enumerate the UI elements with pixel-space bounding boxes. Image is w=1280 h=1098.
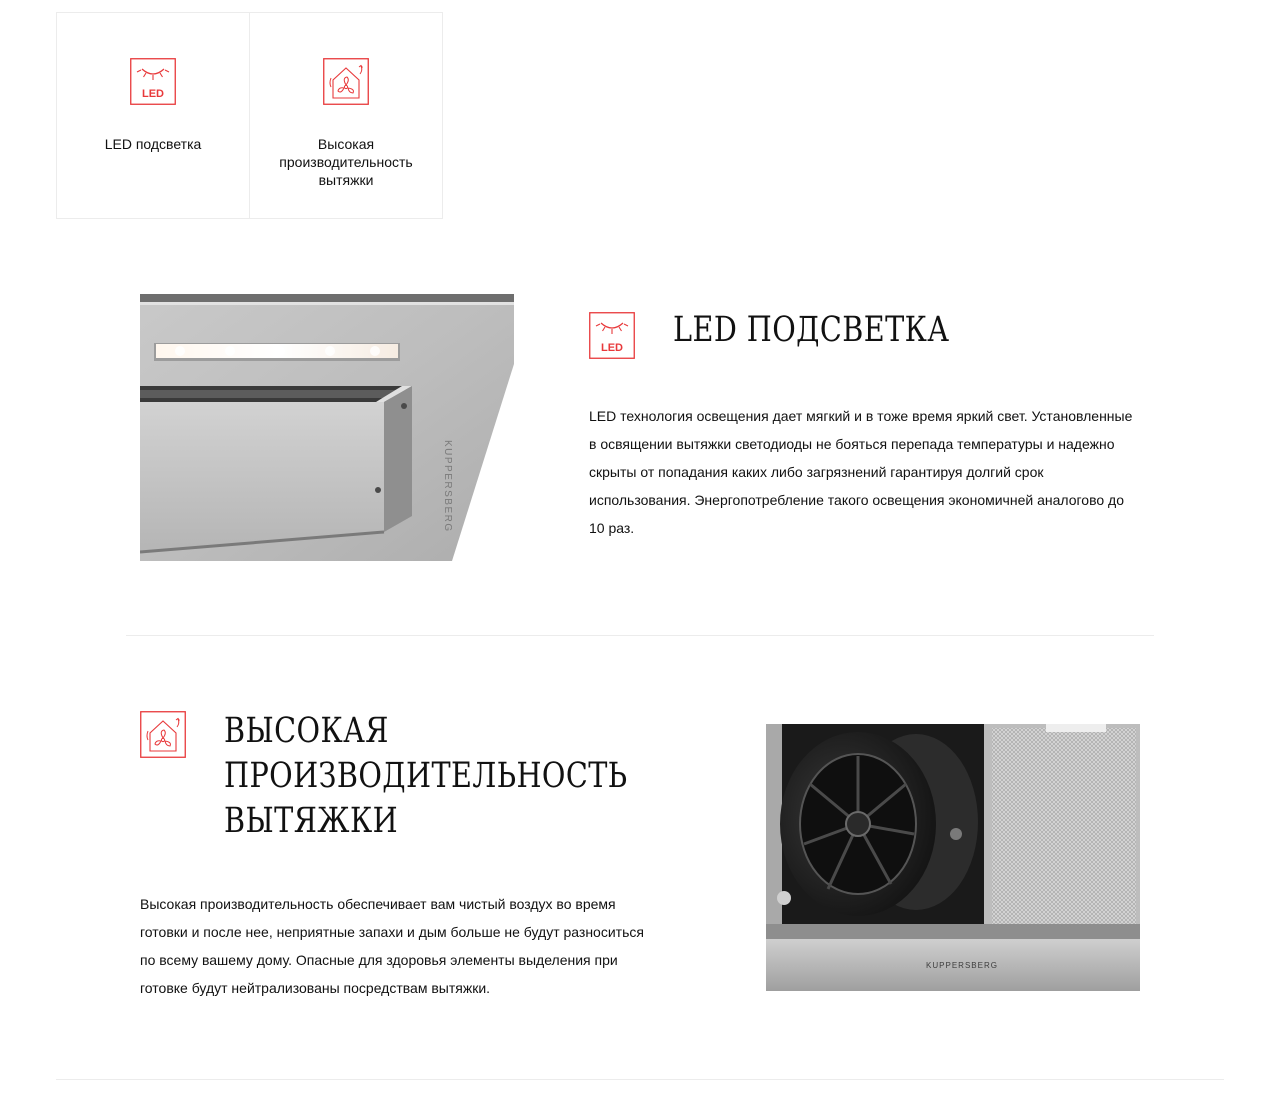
svg-text:LED: LED (601, 342, 623, 354)
led-light-icon (589, 312, 635, 359)
svg-text:KUPPERSBERG: KUPPERSBERG (442, 440, 453, 533)
house-fan-icon (140, 711, 186, 758)
section-text: Высокая производительность обеспечивает вам чистый воздух во время готовки и после нее, неприятные запахи и дым больше не будут разноситься по всему вашему дому. Опасные для здоровья элементы выделения при готовке будут нейтрализованы посредствам вытяжки. (140, 896, 644, 996)
feature-tile-performance[interactable] (249, 12, 443, 219)
led-hood-image (140, 294, 514, 561)
fan-motor-image (766, 724, 1140, 991)
section-title: ВЫСОКАЯ ПРОИЗВОДИТЕЛЬНОСТЬ ВЫТЯЖКИ (224, 711, 628, 841)
section-divider (56, 1079, 1224, 1080)
feature-tile-label: Высокая производительность вытяжки (279, 136, 413, 188)
section-divider (126, 635, 1154, 636)
house-fan-icon (323, 58, 369, 105)
svg-text:LED: LED (142, 88, 164, 100)
feature-tiles (56, 12, 442, 219)
section-title: LED ПОДСВЕТКА (673, 310, 950, 350)
led-light-icon (130, 58, 176, 105)
section-text: LED технология освещения дает мягкий и в тоже время яркий свет. Установленные в освящении вытяжки светодиоды не бояться перепада температуры и надежно скрыты от попадания каких либо загрязнений гарантируя долгий срок использования. Энергопотребление такого освещения экономичней аналогово до 10 раз. (589, 408, 1133, 536)
svg-text:KUPPERSBERG: KUPPERSBERG (926, 961, 998, 970)
feature-tile-label: LED подсветка (104, 136, 202, 152)
feature-tile-led[interactable] (56, 12, 250, 219)
